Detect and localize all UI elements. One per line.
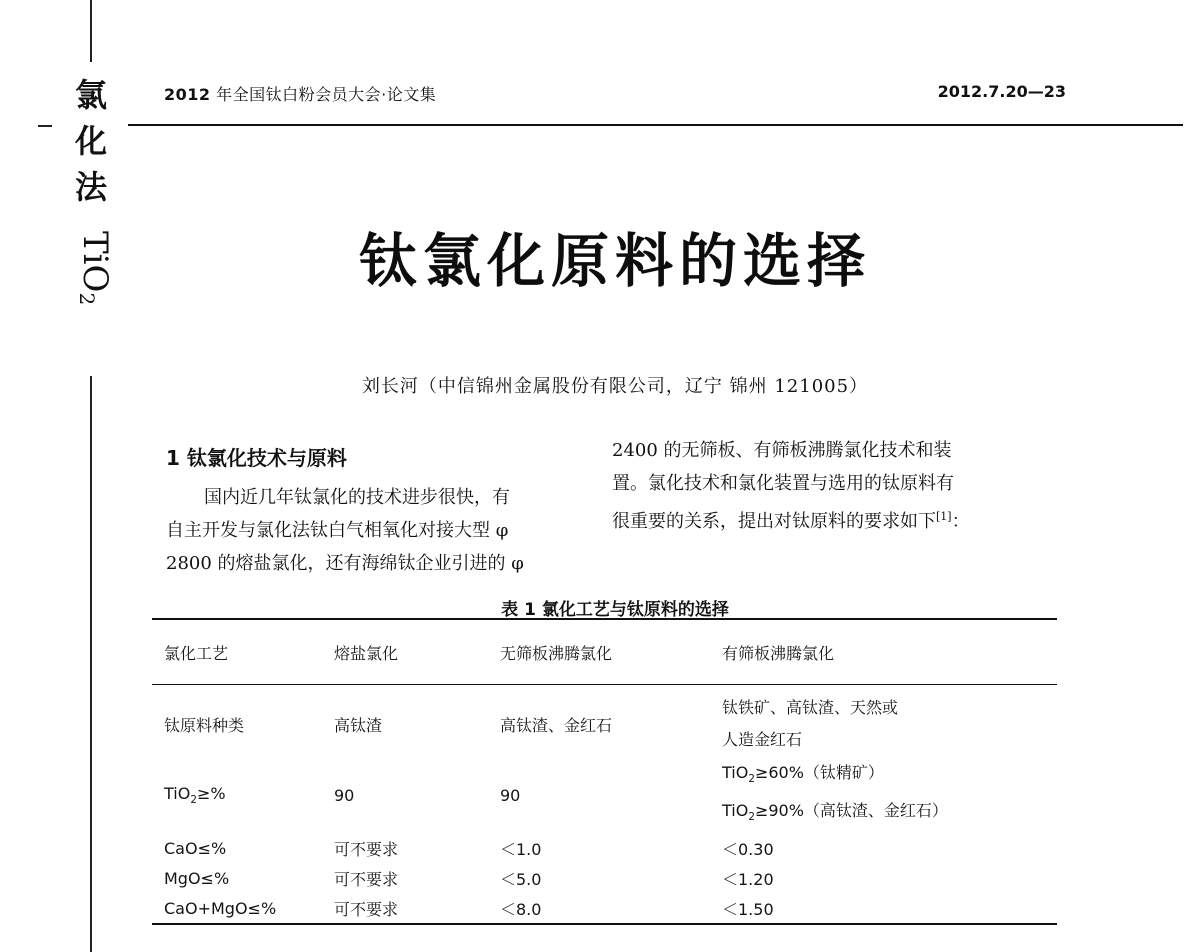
table-cell: 90 (334, 785, 355, 805)
raw-material-table (152, 618, 1057, 925)
table-row (152, 685, 1057, 758)
article-title: 钛氯化原料的选择 (358, 227, 871, 295)
body-column-left (166, 481, 588, 580)
table-header-row (152, 619, 1057, 685)
table-row (152, 863, 1057, 893)
running-header-left (164, 82, 436, 105)
table-cell: ＜5.0 (500, 869, 542, 889)
side-tick-mark (38, 125, 52, 127)
table-caption: 表 1 氯化工艺与钛原料的选择 (501, 600, 729, 620)
body-line: 置。氯化技术和氯化装置与选用的钛原料有 (612, 473, 954, 494)
table-cell: 高钛渣 (334, 715, 383, 735)
table-cell: 可不要求 (334, 899, 399, 919)
table-cell (710, 685, 1057, 758)
side-tab-char: 氯 (74, 76, 107, 114)
table-cell: ＜8.0 (500, 899, 542, 919)
side-rule-top (90, 0, 92, 62)
body-column-right (612, 434, 1052, 538)
side-tab-formula: TiO$_2$ (74, 230, 115, 306)
running-header-date: 2012.7.20—23 (937, 82, 1066, 101)
cell-line: TiO$_2$≥90%（高钛渣、金红石） (722, 801, 948, 824)
table-cell: 可不要求 (334, 839, 399, 859)
table-container (152, 618, 1057, 925)
article-authors: 刘长河（中信锦州金属股份有限公司，辽宁 锦州 121005） (361, 376, 869, 397)
table-row (152, 757, 1057, 833)
side-tab-char: 法 (74, 168, 107, 206)
header-rule (128, 124, 1183, 126)
table-cell: 可不要求 (334, 869, 399, 889)
table-header-cell: 氯化工艺 (164, 643, 229, 663)
table-cell: ＜1.0 (500, 839, 542, 859)
body-line: 很重要的关系，提出对钛原料的要求如下[1]： (612, 510, 970, 532)
table-cell: MgO≤% (164, 868, 230, 888)
side-tab-char: 化 (74, 122, 107, 160)
table-cell: 高钛渣、金红石 (500, 715, 613, 735)
table-header-cell: 熔盐氯化 (334, 643, 399, 663)
body-line: 自主开发与氯化法钛白气相氧化对接大型 φ (166, 520, 509, 541)
side-rule-bottom (90, 376, 92, 952)
body-line: 2800 的熔盐氯化，还有海绵钛企业引进的 φ (166, 553, 524, 574)
table-cell: ＜0.30 (722, 839, 774, 859)
table-header-cell: 无筛板沸腾氯化 (500, 643, 613, 663)
header-proceedings: 年全国钛白粉会员大会·论文集 (210, 85, 437, 104)
table-row (152, 893, 1057, 924)
header-year: 2012 (164, 85, 211, 104)
table-header-cell: 有筛板沸腾氯化 (722, 643, 835, 663)
body-line: 2400 的无筛板、有筛板沸腾氯化技术和装 (612, 440, 952, 461)
table-cell: 钛原料种类 (164, 715, 245, 735)
table-cell: ＜1.50 (722, 899, 774, 919)
table-cell: CaO+MgO≤% (164, 898, 277, 918)
citation-ref: [1] (936, 510, 952, 523)
body-line: 国内近几年钛氯化的技术进步很快，有 (204, 487, 510, 508)
cell-line: 钛铁矿、高钛渣、天然或 (722, 698, 899, 717)
table-cell: CaO≤% (164, 838, 227, 858)
table-cell: TiO$_2$≥% (164, 784, 226, 807)
cell-line: TiO$_2$≥60%（钛精矿） (722, 763, 884, 786)
table-cell (710, 757, 1057, 833)
table-row (152, 833, 1057, 863)
cell-line: 人造金红石 (722, 730, 803, 749)
table-cell: 90 (500, 785, 521, 805)
table-cell: ＜1.20 (722, 869, 774, 889)
section-heading: 1 钛氯化技术与原料 (166, 446, 347, 470)
